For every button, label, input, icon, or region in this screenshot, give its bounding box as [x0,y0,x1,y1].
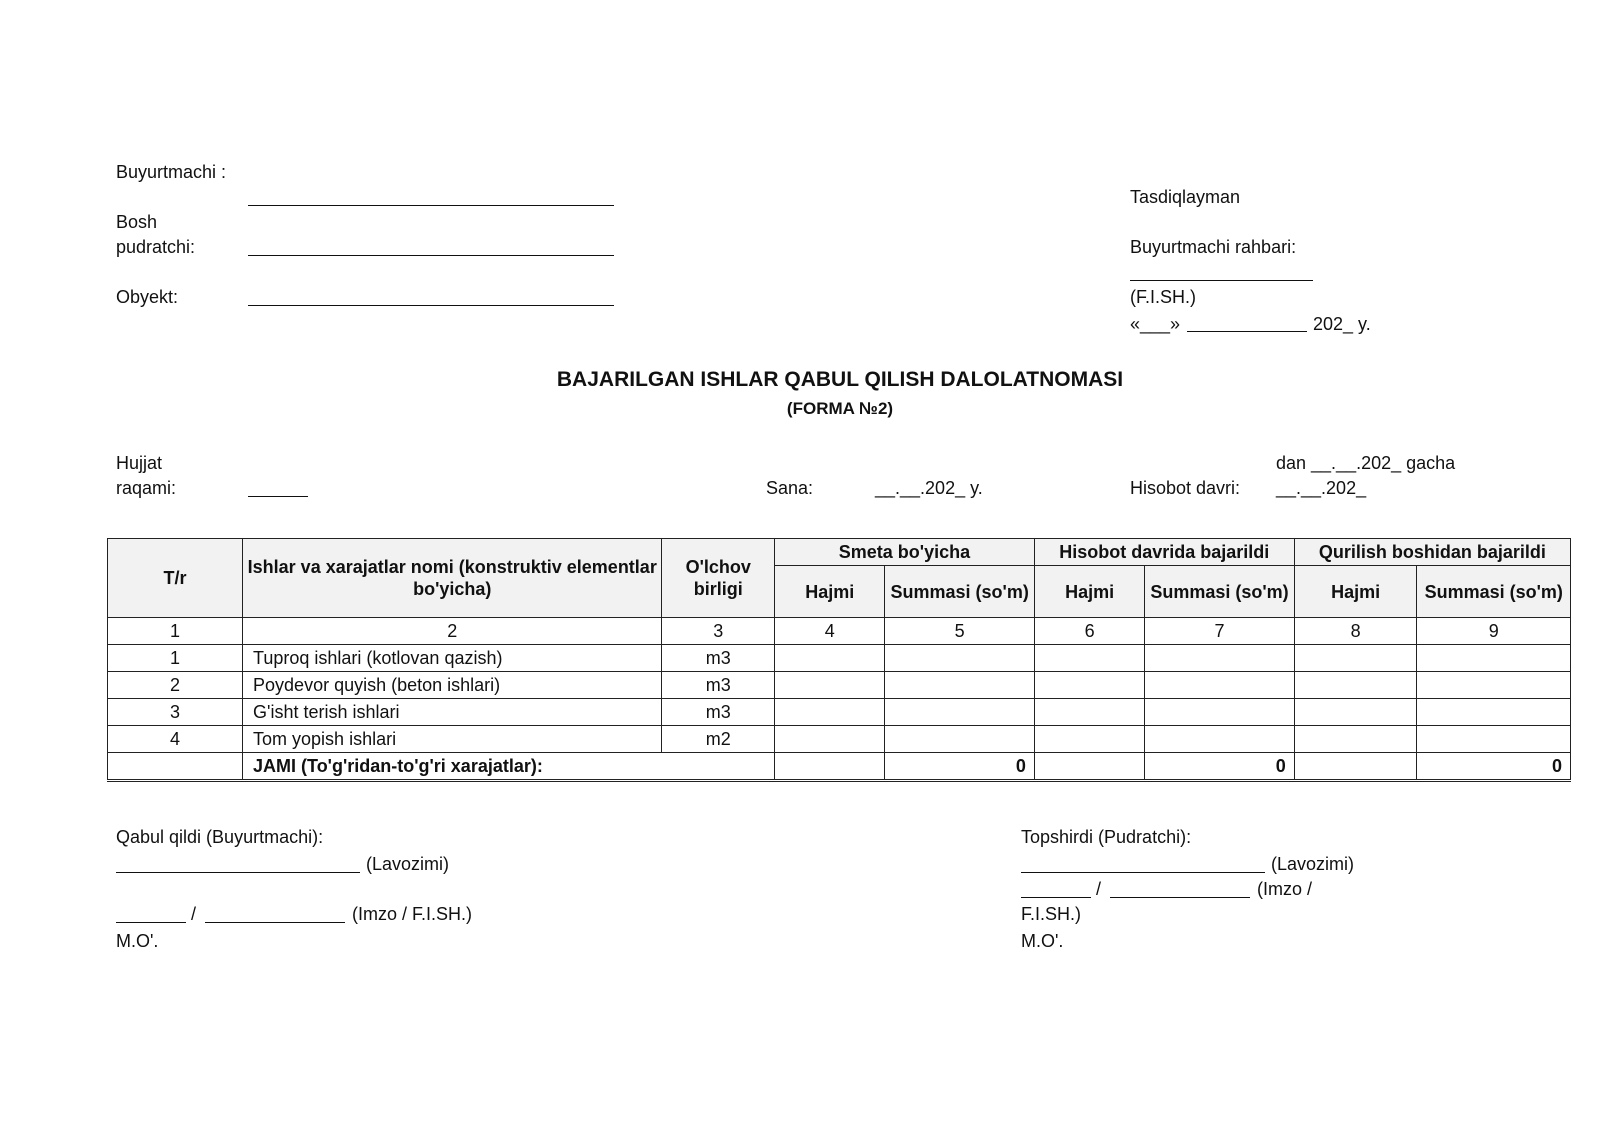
cell-qurilish-hajmi[interactable] [1294,699,1417,726]
topshirdi-stamp-label: M.O'. [1021,931,1064,951]
total-qurilish-hajmi [1294,753,1417,781]
cell-qurilish-hajmi[interactable] [1294,645,1417,672]
rahbari-label: Buyurtmachi rahbari: [1130,237,1297,257]
buyurtmachi-field-line[interactable] [248,205,614,206]
document-title: BAJARILGAN ISHLAR QABUL QILISH DALOLATNOMASI [556,368,1124,391]
col-num: 8 [1294,618,1417,645]
topshirdi-imzo-line[interactable] [1021,897,1091,898]
total-hisobot-hajmi [1034,753,1144,781]
row-tr: 4 [108,726,243,753]
cell-hisobot-hajmi[interactable] [1034,672,1144,699]
rahbari-field-line[interactable] [1130,280,1313,281]
topshirdi-fish-line[interactable] [1110,897,1250,898]
hisobot-label: Hisobot davri: [1130,478,1241,498]
cell-hisobot-hajmi[interactable] [1034,726,1144,753]
header-hisobot-hajmi: Hajmi [1034,566,1144,618]
topshirdi-label: Topshirdi (Pudratchi): [1021,827,1192,847]
row-unit: m2 [662,726,775,753]
header-name: Ishlar va xarajatlar nomi (konstruktiv elementlar bo'yicha) [243,539,662,618]
header-smeta: Smeta bo'yicha [775,539,1035,566]
cell-hisobot-summasi[interactable] [1145,726,1294,753]
sana-value[interactable]: __.__.202_ y. [875,478,983,498]
total-empty-cell [108,753,243,781]
total-qurilish-summasi: 0 [1417,753,1571,781]
date-month-field-line[interactable] [1187,331,1307,332]
tasdiqlayman-text: Tasdiqlayman [1130,187,1241,207]
qabul-imzo-fish-label: (Imzo / F.I.SH.) [352,904,473,924]
cell-smeta-hajmi[interactable] [775,672,885,699]
col-num: 5 [885,618,1034,645]
cell-hisobot-summasi[interactable] [1145,645,1294,672]
qabul-imzo-line[interactable] [116,922,186,923]
header-qurilish-hajmi: Hajmi [1294,566,1417,618]
date-day-label: «___» [1130,314,1181,334]
qabul-fish-line[interactable] [205,922,345,923]
row-name: G'isht terish ishlari [243,699,662,726]
row-name: Tom yopish ishlari [243,726,662,753]
document-subtitle: (FORMA №2) [786,399,894,418]
header-hisobot: Hisobot davrida bajarildi [1034,539,1294,566]
table-row [108,672,1571,699]
header-tr: T/r [108,539,243,618]
total-smeta-summasi: 0 [885,753,1034,781]
topshirdi-slash: / [1096,879,1102,899]
cell-hisobot-summasi[interactable] [1145,699,1294,726]
total-hisobot-summasi: 0 [1145,753,1294,781]
cell-hisobot-hajmi[interactable] [1034,645,1144,672]
col-num: 1 [108,618,243,645]
cell-qurilish-summasi[interactable] [1417,645,1571,672]
total-smeta-hajmi [775,753,885,781]
header-unit: O'lchov birligi [662,539,775,618]
col-num: 7 [1145,618,1294,645]
cell-smeta-hajmi[interactable] [775,726,885,753]
total-label: JAMI (To'g'ridan-to'g'ri xarajatlar): [243,753,775,781]
cell-smeta-summasi[interactable] [885,699,1034,726]
bosh-pudratchi-label: Bosh pudratchi: [116,212,196,257]
table-row [108,699,1571,726]
cell-qurilish-hajmi[interactable] [1294,672,1417,699]
qabul-lavozimi-label: (Lavozimi) [366,854,450,874]
header-qurilish: Qurilish boshidan bajarildi [1294,539,1570,566]
row-tr: 3 [108,699,243,726]
topshirdi-lavozimi-line[interactable] [1021,872,1265,873]
qabul-stamp-label: M.O'. [116,931,159,951]
cell-smeta-hajmi[interactable] [775,645,885,672]
header-smeta-summasi: Summasi (so'm) [885,566,1034,618]
header-row-top [108,539,1571,566]
table-row [108,726,1571,753]
bosh-pudratchi-field-line[interactable] [248,255,614,256]
col-num: 2 [243,618,662,645]
row-unit: m3 [662,699,775,726]
col-num: 3 [662,618,775,645]
row-name: Tuproq ishlari (kotlovan qazish) [243,645,662,672]
header-smeta-hajmi: Hajmi [775,566,885,618]
qabul-slash: / [191,904,197,924]
date-year-label: 202_ y. [1313,314,1371,334]
header-hisobot-summasi: Summasi (so'm) [1145,566,1294,618]
row-unit: m3 [662,672,775,699]
cell-qurilish-hajmi[interactable] [1294,726,1417,753]
cell-smeta-summasi[interactable] [885,672,1034,699]
row-name: Poydevor quyish (beton ishlari) [243,672,662,699]
cell-smeta-summasi[interactable] [885,726,1034,753]
topshirdi-lavozimi-label: (Lavozimi) [1271,854,1355,874]
obyekt-field-line[interactable] [248,305,614,306]
row-unit: m3 [662,645,775,672]
total-row [108,753,1571,781]
table-row [108,645,1571,672]
hujjat-field-line[interactable] [248,496,308,497]
cell-smeta-hajmi[interactable] [775,699,885,726]
row-tr: 2 [108,672,243,699]
obyekt-label: Obyekt: [116,287,179,307]
col-num: 9 [1417,618,1571,645]
cell-qurilish-summasi[interactable] [1417,726,1571,753]
buyurtmachi-label: Buyurtmachi : [116,162,227,182]
col-num: 6 [1034,618,1144,645]
header-qurilish-summasi: Summasi (so'm) [1417,566,1571,618]
cell-qurilish-summasi[interactable] [1417,699,1571,726]
row-tr: 1 [108,645,243,672]
column-number-row [108,618,1571,645]
col-num: 4 [775,618,885,645]
sana-label: Sana: [766,478,814,498]
fish-label: (F.I.SH.) [1130,287,1196,307]
cell-hisobot-hajmi[interactable] [1034,699,1144,726]
hisobot-from[interactable]: dan __.__.202_ gacha [1276,453,1456,473]
cell-smeta-summasi[interactable] [885,645,1034,672]
qabul-lavozimi-line[interactable] [116,872,360,873]
topshirdi-fish-label: F.I.SH.) [1021,904,1082,924]
works-table [107,538,1571,782]
topshirdi-imzo-label: (Imzo / [1257,879,1313,899]
hisobot-to[interactable]: __.__.202_ [1276,478,1367,498]
qabul-label: Qabul qildi (Buyurtmachi): [116,827,324,847]
hujjat-label: Hujjat raqami: [116,453,177,498]
cell-qurilish-summasi[interactable] [1417,672,1571,699]
cell-hisobot-summasi[interactable] [1145,672,1294,699]
